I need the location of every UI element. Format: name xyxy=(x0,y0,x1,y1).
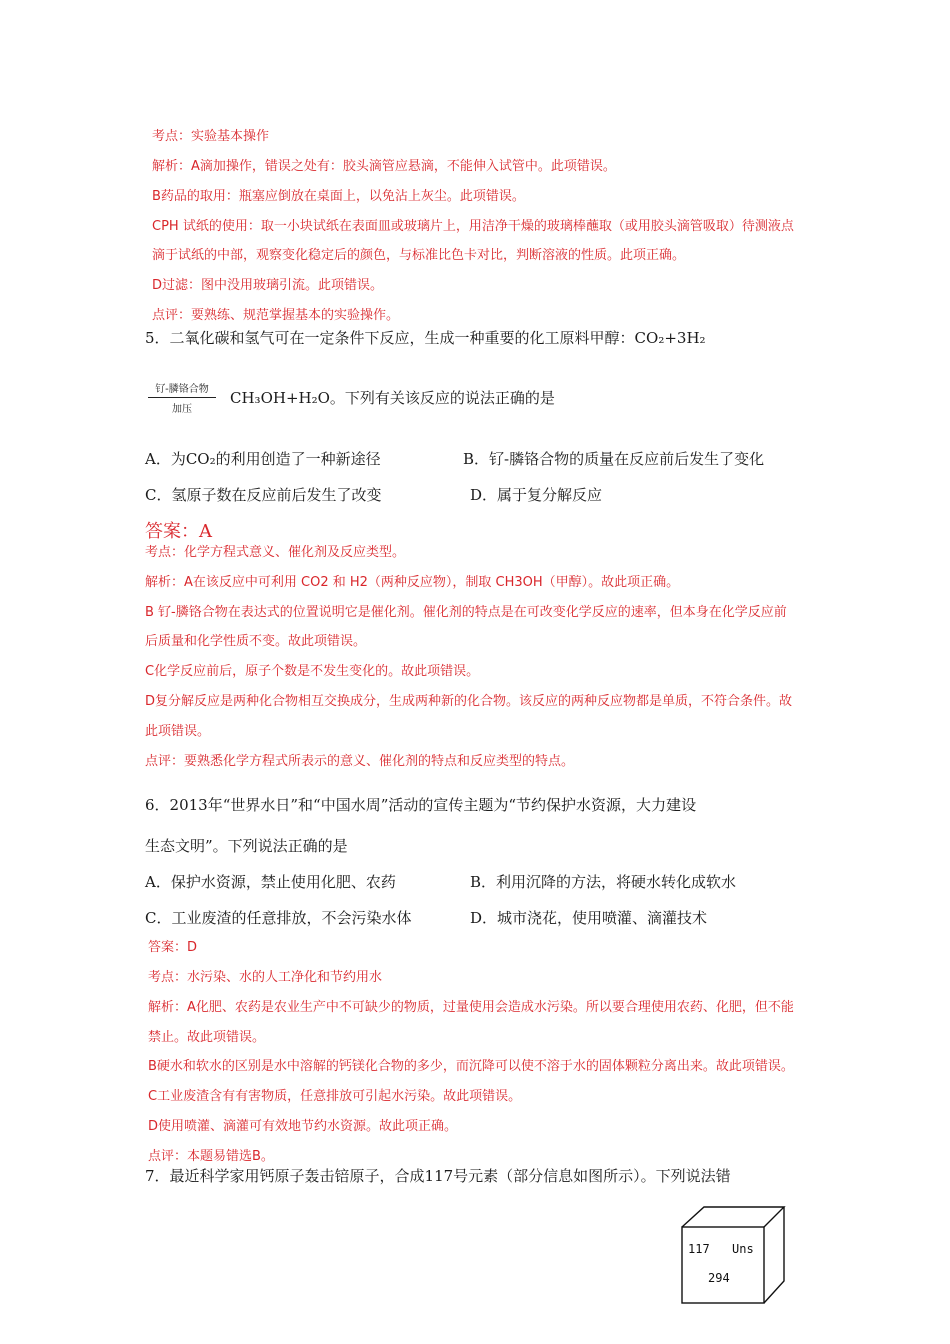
q6-answer: 答案：D xyxy=(148,940,198,955)
q5-stem-line2: CH₃OH+H₂O。下列有关该反应的说法正确的是 xyxy=(230,389,555,407)
q4-dianping: 点评：要熟练、规范掌握基本的实验操作。 xyxy=(152,308,400,323)
q5-jiexi-b2: 后质量和化学性质不变。故此项错误。 xyxy=(145,634,367,649)
q5-jiexi-d1: D复分解反应是两种化合物相互交换成分，生成两种新的化合物。该反应的两种反应物都是单质，不符合条件。故 xyxy=(145,694,793,709)
cube-top-face xyxy=(682,1207,784,1227)
q6-dianping: 点评：本题易错选B。 xyxy=(148,1149,274,1164)
q5-option-a: A．为CO₂的利用创造了一种新途径 xyxy=(145,450,381,468)
q4-jiexi-d: D过滤：图中没用玻璃引流。此项错误。 xyxy=(152,278,384,293)
q5-option-b: B．钌-膦铬合物的质量在反应前后发生了变化 xyxy=(463,450,765,468)
element-atomic-number: 117 xyxy=(688,1242,710,1256)
q5-stem-line1: 5．二氧化碳和氢气可在一定条件下反应，生成一种重要的化工原料甲醇：CO₂+3H₂ xyxy=(145,329,706,347)
q6-jiexi-line1: 解析：A化肥、农药是农业生产中不可缺少的物质，过量使用会造成水污染。所以要合理使用农药、化肥，但不能 xyxy=(148,1000,794,1015)
q6-jiexi-c: C工业废渣含有有害物质，任意排放可引起水污染。故此项错误。 xyxy=(148,1089,522,1104)
reaction-condition xyxy=(148,380,216,415)
q4-jiexi-b: B药品的取用：瓶塞应倒放在桌面上，以免沾上灰尘。此项错误。 xyxy=(152,189,525,204)
reaction-condition-pressure: 加压 xyxy=(172,404,192,415)
q6-option-a: A．保护水资源，禁止使用化肥、农药 xyxy=(145,873,396,891)
q5-option-c: C．氢原子数在反应前后发生了改变 xyxy=(145,486,382,504)
q4-jiexi-c1: CPH 试纸的使用：取一小块试纸在表面皿或玻璃片上，用洁净干燥的玻璃棒蘸取（或用胶头滴管吸取）待测液点 xyxy=(152,219,794,234)
q6-kaodian: 考点：水污染、水的人工净化和节约用水 xyxy=(148,970,383,985)
q6-jiexi-line2: 禁止。故此项错误。 xyxy=(148,1030,266,1045)
q5-option-d: D．属于复分解反应 xyxy=(470,486,603,504)
q4-kaodian: 考点：实验基本操作 xyxy=(152,129,270,144)
q7-stem-line1: 7．最近科学家用钙原子轰击锫原子，合成117号元素（部分信息如图所示）。下列说法错 xyxy=(145,1167,731,1185)
element-symbol: Uns xyxy=(732,1242,754,1256)
q5-jiexi-a: 解析：A在该反应中可利用 CO2 和 H2（两种反应物），制取 CH3OH（甲醇）。故此项正确。 xyxy=(145,575,680,590)
q5-jiexi-b1: B 钌-膦铬合物在表达式的位置说明它是催化剂。催化剂的特点是在可改变化学反应的速率，但本身在化学反应前 xyxy=(145,605,787,620)
q6-option-b: B．利用沉降的方法，将硬水转化成软水 xyxy=(470,873,737,891)
q4-jiexi-a: 解析：A滴加操作，错误之处有：胶头滴管应悬滴，不能伸入试管中。此项错误。 xyxy=(152,159,616,174)
q5-kaodian: 考点：化学方程式意义、催化剂及反应类型。 xyxy=(145,545,406,560)
q6-jiexi-b: B硬水和软水的区别是水中溶解的钙镁化合物的多少，而沉降可以使不溶于水的固体颗粒分离出来。故此项错误。 xyxy=(148,1059,794,1074)
q6-jiexi-d: D使用喷灌、滴灌可有效地节约水资源。故此项正确。 xyxy=(148,1119,458,1134)
q4-jiexi-c2: 滴于试纸的中部，观察变化稳定后的颜色，与标准比色卡对比，判断溶液的性质。此项正确。 xyxy=(152,248,686,263)
cube-side-face xyxy=(764,1207,784,1303)
q6-stem-line1: 6．2013年“世界水日”和“中国水周”活动的宣传主题为“节约保护水资源，大力建设 xyxy=(145,796,697,814)
element-atomic-mass: 294 xyxy=(708,1271,730,1285)
q5-dianping: 点评：要熟悉化学方程式所表示的意义、催化剂的特点和反应类型的特点。 xyxy=(145,754,575,769)
q5-answer: 答案：A xyxy=(145,521,212,542)
cube-front-face xyxy=(682,1227,764,1303)
q6-option-d: D．城市浇花，使用喷灌、滴灌技术 xyxy=(470,909,708,927)
element-cube-figure xyxy=(680,1205,786,1305)
reaction-condition-catalyst: 钌-膦铬合物 xyxy=(148,380,216,398)
q6-stem-line2: 生态文明”。下列说法正确的是 xyxy=(145,837,348,855)
q6-option-c: C．工业废渣的任意排放，不会污染水体 xyxy=(145,909,412,927)
q5-jiexi-c: C化学反应前后，原子个数是不发生变化的。故此项错误。 xyxy=(145,664,480,679)
q5-jiexi-d2: 此项错误。 xyxy=(145,724,211,739)
